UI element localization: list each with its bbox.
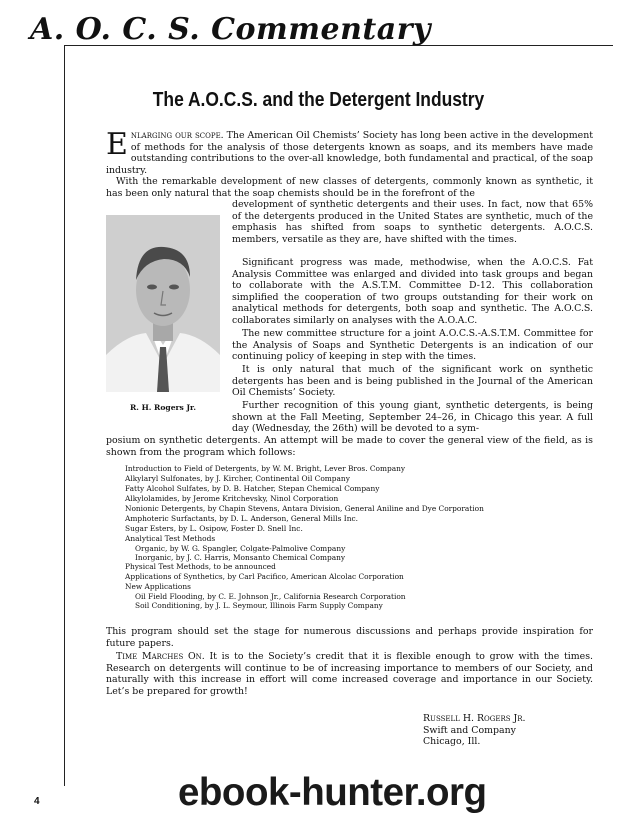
intro-text: The American Oil Chemists’ Society has long been active in the development of methods for the analysis of those detergents known as soaps, and its members have made outstanding contributions to the over-all knowledge, both fundamental and practical, of the soap industry.: [106, 130, 594, 176]
symposium-program: [125, 464, 484, 610]
paragraph-7: This program should set the stage for numerous discussions and perhaps provide inspiration for future papers.: [106, 626, 593, 649]
program-item: Introduction to Field of Detergents, by W. M. Bright, Lever Bros. Company: [125, 464, 406, 473]
paragraph-8-text: It is to the Society’s credit that it is flexible enough to grow with the times. Research on detergents will continue to be of increasing importance to members of our Society, and naturally with this increase in effort will come increased coverage and importance in our Society. Let’s be prepared for growth!: [106, 651, 593, 697]
program-item: Physical Test Methods, to be announced: [125, 562, 276, 571]
paragraph-6-right: Further recognition of this young giant, synthetic detergents, is being shown at the Fall Meeting, September 24–26, in Chicago this year. A full day (Wednesday, the 26th) will be devoted to a sym-: [232, 400, 593, 435]
signature-name: Russell H. Rogers Jr.: [423, 713, 526, 724]
program-item: Nonionic Detergents, by Chapin Stevens, Antara Division, General Aniline and Dye Corporation: [125, 504, 484, 513]
program-item: Fatty Alcohol Sulfates, by D. B. Hatcher, Stepan Chemical Company: [125, 484, 380, 493]
article-title: The A.O.C.S. and the Detergent Industry: [152, 88, 485, 111]
paragraph-8-lead: Time Marches On.: [116, 651, 205, 662]
program-item: Analytical Test Methods: [125, 534, 216, 543]
intro-paragraph: [106, 127, 594, 176]
watermark: ebook-hunter.org: [178, 771, 487, 814]
program-item: Sugar Esters, by L. Osipow, Foster D. Snell Inc.: [125, 524, 303, 533]
program-item: Applications of Synthetics, by Carl Pacifico, American Alcolac Corporation: [125, 572, 404, 581]
intro-lead: nlarging our scope.: [130, 130, 224, 141]
drop-cap: E: [106, 127, 128, 162]
paragraph-5: It is only natural that much of the significant work on synthetic detergents has been and is being published in the Journal of the American Oil Chemists’ Society.: [232, 364, 593, 399]
paragraph-6-full: posium on synthetic detergents. An attempt will be made to cover the general view of the field, as is shown from the program which follows:: [106, 435, 593, 458]
paragraph-4: The new committee structure for a joint A.O.C.S.-A.S.T.M. Committee for the Analysis of Soaps and Synthetic Detergents is an indication of our continuing policy of keeping in step with the times.: [232, 328, 593, 363]
program-item: New Applications: [125, 582, 191, 591]
program-item: Alkylolamides, by Jerome Kritchevsky, Ninol Corporation: [125, 494, 339, 503]
paragraph-2-top: With the remarkable development of new classes of detergents, commonly known as synthetic, it has been only natural that the soap chemists should be in the forefront of the: [106, 176, 593, 199]
signature-city: Chicago, Ill.: [423, 736, 481, 748]
program-item: Amphoteric Surfactants, by D. L. Anderson, General Mills Inc.: [125, 514, 358, 523]
page-number: 4: [34, 796, 40, 807]
paragraph-2-rest: development of synthetic detergents and their uses. In fact, now that 65% of the detergents produced in the United States are synthetic, much of the emphasis has shifted from soaps to synthetic detergents. A.O.C.S. members, versatile as they are, have shifted with the times.: [232, 199, 593, 245]
program-subitem: Soil Conditioning, by J. L. Seymour, Illinois Farm Supply Company: [135, 601, 383, 610]
paragraph-8: [106, 651, 593, 697]
program-subitem: Organic, by W. G. Spangler, Colgate-Palmolive Company: [135, 544, 346, 553]
paragraph-3: Significant progress was made, methodwise, when the A.O.C.S. Fat Analysis Committee was enlarged and divided into task groups and began to collaborate with the A.S.T.M. Committee D-12. This collaboration simplified the cooperation of two groups outstanding for their work on analytical methods for detergents, both soap and synthetic. The A.O.C.S. collaborates similarly on analyses with the A.O.A.C.: [232, 257, 593, 326]
author-photo: [106, 215, 220, 392]
signature-block: [423, 713, 526, 748]
program-subitem: Oil Field Flooding, by C. E. Johnson Jr., California Research Corporation: [135, 592, 406, 601]
signature-company: Swift and Company: [423, 724, 516, 736]
photo-caption: R. H. Rogers Jr.: [129, 403, 197, 412]
program-item: Alkylaryl Sulfonates, by J. Kircher, Continental Oil Company: [125, 474, 350, 483]
program-subitem: Inorganic, by J. C. Harris, Monsanto Chemical Company: [135, 553, 346, 562]
section-header: A. O. C. S. Commentary: [30, 12, 431, 47]
